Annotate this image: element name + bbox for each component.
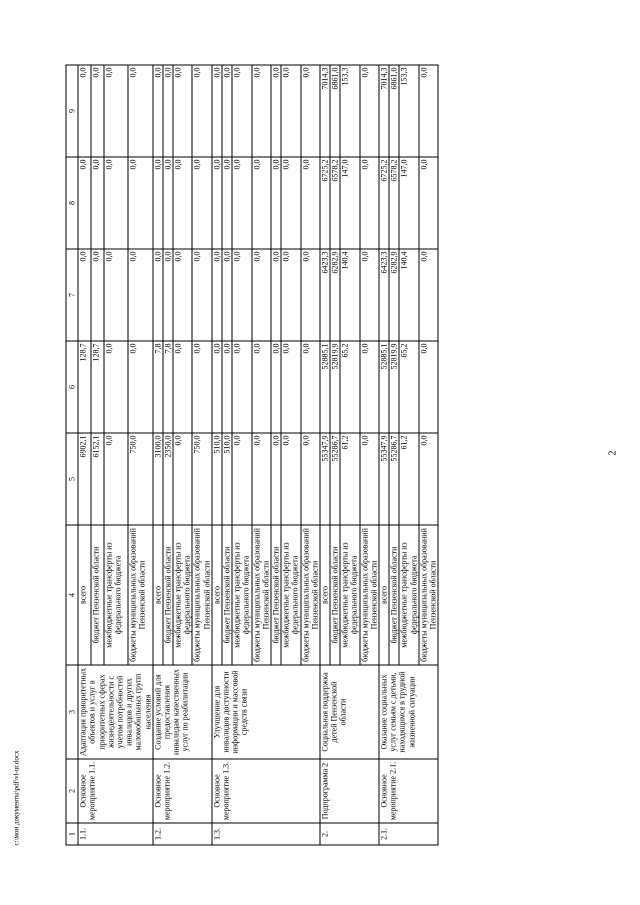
value-cell: 0,0 [103, 65, 127, 157]
header-col-2: 2 [66, 759, 78, 823]
value-cell: 128,7 [78, 341, 91, 433]
value-cell: 65,2 [399, 341, 418, 433]
value-cell: 0,0 [128, 249, 152, 341]
value-cell: 0,0 [211, 341, 221, 433]
value-cell: 6423,3 [379, 249, 389, 341]
value-cell: 0,0 [251, 249, 270, 341]
value-cell: 0,0 [251, 65, 270, 157]
funding-source-label: межбюджетные трансферты из федерального бюджета [340, 525, 359, 665]
value-cell: 147,0 [399, 157, 418, 249]
value-cell: 0,0 [232, 249, 251, 341]
value-cell: 0,0 [173, 249, 192, 341]
value-cell: 0,0 [173, 433, 192, 525]
value-cell: 0,0 [152, 157, 162, 249]
value-cell: 6578,2 [389, 157, 399, 249]
value-cell: 65,2 [340, 341, 359, 433]
value-cell: 0,0 [152, 65, 162, 157]
value-cell: 0,0 [192, 341, 211, 433]
table-body [78, 65, 438, 845]
group-number: 1.2. [152, 823, 211, 845]
value-cell: 2350,0 [162, 433, 172, 525]
value-cell: 0,0 [222, 341, 232, 433]
value-cell: 510,0 [222, 433, 232, 525]
value-cell: 128,7 [91, 341, 104, 433]
value-cell: 147,0 [340, 157, 359, 249]
funding-source-label: всего [319, 525, 329, 665]
value-cell: 0,0 [300, 249, 319, 341]
value-cell: 6578,2 [330, 157, 340, 249]
budget-table [65, 64, 438, 845]
value-cell: 0,0 [300, 65, 319, 157]
value-cell: 0,0 [103, 249, 127, 341]
funding-source-label: бюджеты муниципальных образований Пензенской области [128, 525, 152, 665]
value-cell: 0,0 [103, 157, 127, 249]
value-cell: 0,0 [232, 157, 251, 249]
value-cell: 0,0 [281, 157, 300, 249]
value-cell: 0,0 [418, 341, 437, 433]
value-cell: 52819,9 [330, 341, 340, 433]
value-cell: 0,0 [270, 157, 280, 249]
group-number: 1.1. [78, 823, 153, 845]
value-cell: 153,3 [340, 65, 359, 157]
value-cell: 750,0 [192, 433, 211, 525]
value-cell: 0,0 [162, 157, 172, 249]
value-cell: 0,0 [300, 341, 319, 433]
funding-source-label: межбюджетные трансферты из федерального бюджета [232, 525, 251, 665]
value-cell: 0,0 [270, 433, 280, 525]
value-cell: 6423,3 [319, 249, 329, 341]
value-cell: 0,0 [78, 249, 91, 341]
value-cell: 0,0 [232, 341, 251, 433]
value-cell: 0,0 [359, 341, 378, 433]
group-name: Улучшение для инвалидов доступности информации и массовой средств связи [211, 665, 319, 759]
value-cell: 0,0 [359, 157, 378, 249]
header-col-6: 6 [66, 341, 78, 433]
group-number: 2.1. [379, 823, 438, 845]
header-col-3: 3 [66, 665, 78, 759]
funding-source-label: всего [379, 525, 389, 665]
value-cell: 0,0 [152, 249, 162, 341]
funding-source-label: всего [211, 525, 221, 665]
value-cell: 0,0 [359, 249, 378, 341]
value-cell: 0,0 [192, 65, 211, 157]
value-cell: 0,0 [162, 65, 172, 157]
value-cell: 0,0 [281, 249, 300, 341]
funding-source-label: всего [152, 525, 162, 665]
value-cell: 510,0 [211, 433, 221, 525]
funding-source-label: бюджеты муниципальных образований Пензенской области [251, 525, 270, 665]
value-cell: 0,0 [78, 65, 91, 157]
value-cell: 0,0 [91, 65, 104, 157]
group-number: 2. [319, 823, 378, 845]
value-cell: 0,0 [128, 65, 152, 157]
value-cell: 6861,0 [330, 65, 340, 157]
page-number: 2 [607, 450, 618, 455]
value-cell: 55347,9 [319, 433, 329, 525]
value-cell: 6861,0 [389, 65, 399, 157]
value-cell: 0,0 [418, 433, 437, 525]
funding-source-label: бюджет Пензенской области [162, 525, 172, 665]
table-header [66, 65, 78, 845]
group-kind: Основное мероприятие 1.2. [152, 759, 211, 823]
group-name: Создание условий для предоставления инвалидам качественных услуг по реабилитации [152, 665, 211, 759]
value-cell: 7014,3 [319, 65, 329, 157]
table-row [78, 65, 91, 845]
value-cell: 6282,9 [330, 249, 340, 341]
funding-source-label: бюджет Пензенской области [91, 525, 104, 665]
value-cell: 0,0 [270, 249, 280, 341]
value-cell: 0,0 [418, 249, 437, 341]
value-cell: 0,0 [251, 157, 270, 249]
value-cell: 0,0 [300, 157, 319, 249]
value-cell: 0,0 [300, 433, 319, 525]
value-cell: 0,0 [222, 65, 232, 157]
funding-source-label: бюджет Пензенской области [389, 525, 399, 665]
funding-source-label: бюджеты муниципальных образований Пензенской области [359, 525, 378, 665]
value-cell: 0,0 [281, 65, 300, 157]
table-row [319, 65, 329, 845]
value-cell: 0,0 [359, 65, 378, 157]
value-cell: 0,0 [173, 157, 192, 249]
value-cell: 153,3 [399, 65, 418, 157]
value-cell: 7014,3 [379, 65, 389, 157]
value-cell: 3100,0 [152, 433, 162, 525]
value-cell: 0,0 [211, 157, 221, 249]
header-col-7: 7 [66, 249, 78, 341]
value-cell: 52819,9 [389, 341, 399, 433]
value-cell: 140,4 [399, 249, 418, 341]
funding-source-label: бюджет Пензенской области [330, 525, 340, 665]
value-cell: 55286,7 [330, 433, 340, 525]
value-cell: 0,0 [281, 341, 300, 433]
value-cell: 0,0 [103, 433, 127, 525]
value-cell: 0,0 [128, 341, 152, 433]
value-cell: 0,0 [103, 341, 127, 433]
value-cell: 61,2 [340, 433, 359, 525]
value-cell: 0,0 [192, 249, 211, 341]
value-cell: 7,8 [162, 341, 172, 433]
value-cell: 750,0 [128, 433, 152, 525]
value-cell: 0,0 [78, 157, 91, 249]
value-cell: 0,0 [270, 341, 280, 433]
funding-source-label: межбюджетные трансферты из федерального бюджета [173, 525, 192, 665]
value-cell: 0,0 [418, 157, 437, 249]
funding-source-label: межбюджетные трансферты из федерального бюджета [281, 525, 300, 665]
value-cell: 55347,9 [379, 433, 389, 525]
table-row [211, 65, 221, 845]
funding-source-label: бюджет Пензенской области [222, 525, 232, 665]
value-cell: 140,4 [340, 249, 359, 341]
value-cell: 52885,1 [319, 341, 329, 433]
group-kind: Основное мероприятие 1.1. [78, 759, 153, 823]
table-row [379, 65, 389, 845]
header-col-5: 5 [66, 433, 78, 525]
value-cell: 0,0 [192, 157, 211, 249]
funding-source-label: бюджеты муниципальных образований Пензенской области [300, 525, 319, 665]
value-cell: 0,0 [251, 433, 270, 525]
value-cell: 6725,2 [319, 157, 329, 249]
value-cell: 0,0 [270, 65, 280, 157]
value-cell: 0,0 [91, 249, 104, 341]
header-col-1: 1 [66, 823, 78, 845]
value-cell: 6282,9 [389, 249, 399, 341]
value-cell: 6152,1 [91, 433, 104, 525]
header-col-4: 4 [66, 525, 78, 665]
group-kind: Подпрограмма 2 [319, 759, 378, 823]
value-cell: 0,0 [359, 433, 378, 525]
value-cell: 0,0 [281, 433, 300, 525]
value-cell: 0,0 [211, 65, 221, 157]
group-kind: Основное мероприятие 1.3. [211, 759, 319, 823]
value-cell: 55286,7 [389, 433, 399, 525]
funding-source-label: бюджет Пензенской области [270, 525, 280, 665]
value-cell: 0,0 [232, 65, 251, 157]
value-cell: 6902,1 [78, 433, 91, 525]
funding-source-label: всего [78, 525, 91, 665]
value-cell: 0,0 [232, 433, 251, 525]
value-cell: 0,0 [211, 249, 221, 341]
value-cell: 0,0 [162, 249, 172, 341]
table-row [152, 65, 162, 845]
value-cell: 0,0 [91, 157, 104, 249]
group-number: 1.3. [211, 823, 319, 845]
value-cell: 6725,2 [379, 157, 389, 249]
value-cell: 0,0 [173, 341, 192, 433]
group-kind: Основное мероприятие 2.1. [379, 759, 438, 823]
value-cell: 52885,1 [379, 341, 389, 433]
footer-file-path: c:\мои документы\pdf\vl-ur.docx [12, 749, 20, 845]
value-cell: 0,0 [173, 65, 192, 157]
value-cell: 0,0 [128, 157, 152, 249]
value-cell: 7,8 [152, 341, 162, 433]
group-name: Адаптация приоритетных объектов и услуг в приоритетных сферах жизнедеятельности с учетом потребностей инвалидов и других маломобильных групп населения [78, 665, 153, 759]
group-name: Социальная поддержка детей Пензенской области [319, 665, 378, 759]
funding-source-label: межбюджетные трансферты из федерального бюджета [103, 525, 127, 665]
group-name: Оказание социальных услуг семьям с детьми, находящимся в трудной жизненной ситуации [379, 665, 438, 759]
value-cell: 0,0 [418, 65, 437, 157]
value-cell: 61,2 [399, 433, 418, 525]
funding-source-label: бюджеты муниципальных образований Пензенской области [192, 525, 211, 665]
header-col-9: 9 [66, 65, 78, 157]
header-col-8: 8 [66, 157, 78, 249]
funding-source-label: межбюджетные трансферты из федерального бюджета [399, 525, 418, 665]
value-cell: 0,0 [222, 157, 232, 249]
funding-source-label: бюджеты муниципальных образований Пензенской области [418, 525, 437, 665]
value-cell: 0,0 [222, 249, 232, 341]
value-cell: 0,0 [251, 341, 270, 433]
